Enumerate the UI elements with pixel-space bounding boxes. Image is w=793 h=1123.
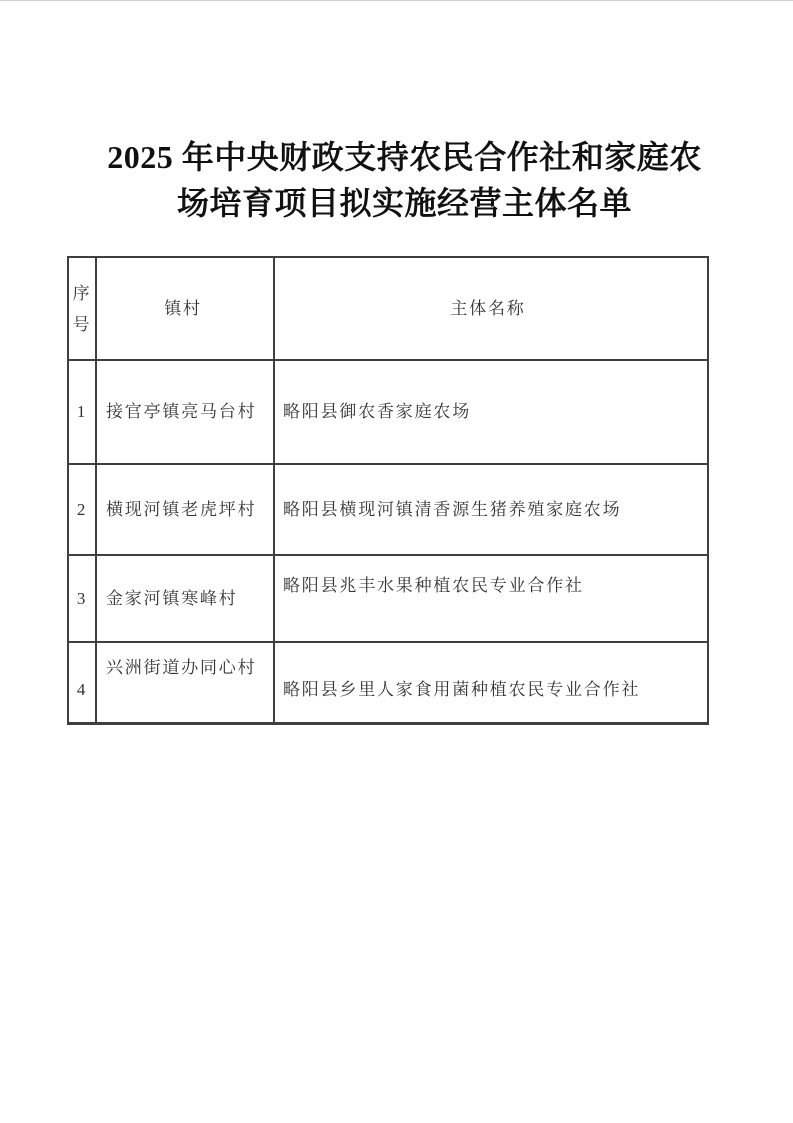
page-title-line-1: 2025 年中央财政支持农民合作社和家庭农 — [107, 139, 702, 175]
village-cell: 接官亭镇亮马台村 — [96, 360, 274, 464]
row-number-cell: 4 — [68, 642, 96, 723]
page-title — [0, 134, 793, 226]
entity-cell: 略阳县兆丰水果种植农民专业合作社 — [274, 555, 708, 642]
table-row — [68, 555, 708, 642]
village-cell: 横现河镇老虎坪村 — [96, 464, 274, 555]
entity-cell: 略阳县御农香家庭农场 — [274, 360, 708, 464]
header-cell-village: 镇村 — [96, 257, 274, 360]
row-number-cell: 3 — [68, 555, 96, 642]
row-number-cell: 2 — [68, 464, 96, 555]
village-cell: 金家河镇寒峰村 — [96, 555, 274, 642]
entity-roster-table — [67, 256, 709, 725]
row-number-cell: 1 — [68, 360, 96, 464]
header-number-label: 序 号 — [72, 283, 92, 334]
table-row — [68, 642, 708, 723]
table-header-row — [68, 257, 708, 360]
table-row — [68, 360, 708, 464]
entity-cell: 略阳县乡里人家食用菌种植农民专业合作社 — [274, 642, 708, 723]
village-cell: 兴洲街道办同心村 — [96, 642, 274, 723]
table-row — [68, 464, 708, 555]
entity-cell: 略阳县横现河镇清香源生猪养殖家庭农场 — [274, 464, 708, 555]
header-cell-entity: 主体名称 — [274, 257, 708, 360]
header-cell-number — [68, 257, 96, 360]
page-title-line-2: 场培育项目拟实施经营主体名单 — [176, 185, 632, 221]
